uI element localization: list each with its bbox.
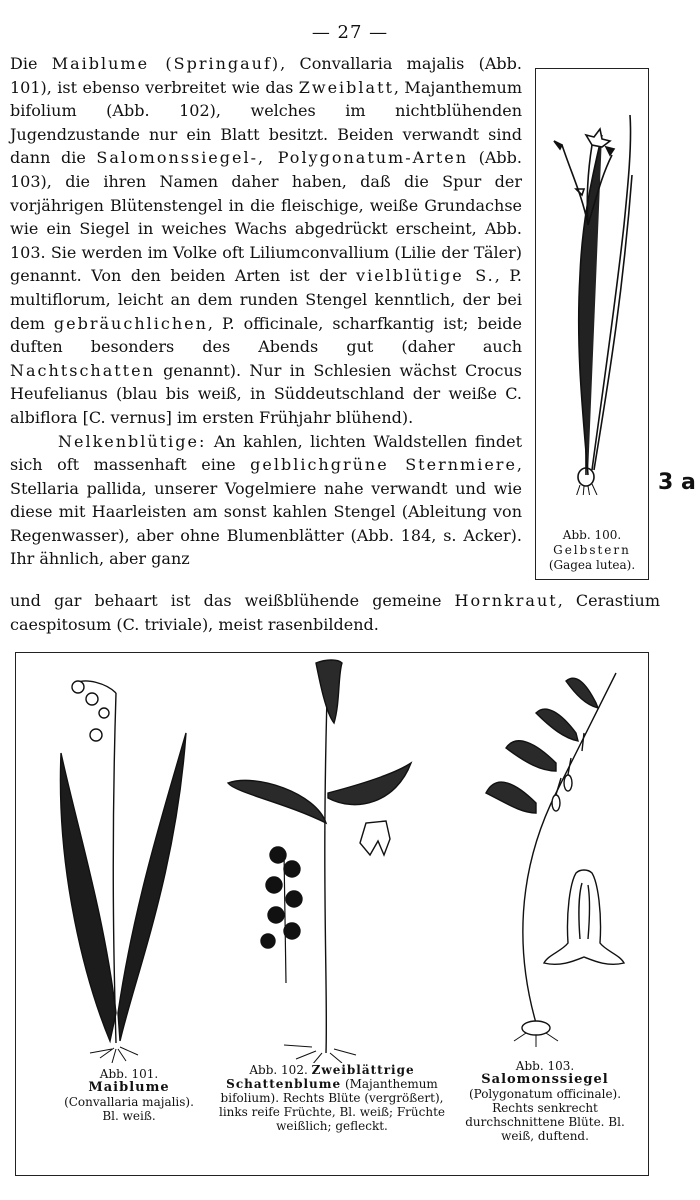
paragraph-hornkraut (10, 589, 660, 636)
text-run: und gar behaart ist das weißblühende gemeine (10, 591, 455, 610)
term-hornkraut: Hornkraut (454, 591, 558, 610)
text-run: , Stellaria pallida, unserer Vogelmiere nahe verwandt und wie diese mit Haarleisten am sonst kahlen Stengel (Ableitung von Regenwasser), aber ohne Blumenblätter (Abb. 184, s. Acker). Ihr ähnlich, aber ganz (10, 455, 523, 569)
figure-101-number: Abb. 101. (99, 1067, 159, 1081)
text-run: , P. multiflorum, leicht an dem runden Stengel kenntlich, der bei dem (10, 266, 523, 333)
page-number: — 27 — (311, 22, 389, 43)
figure-101-title: Maiblume (88, 1080, 170, 1095)
text-run: , Cerastium caespitosum (C. triviale), meist rasenbildend. (10, 591, 660, 634)
text-run: , P. officinale, scharfkantig ist; beide duften besonders des Abends gut (daher auch (10, 313, 523, 357)
text-run: , Majanthemum bifolium (Abb. 102), welches im nichtblühenden Jugendzustande nur ein Blatt besitzt. Beiden verwandt sind dann die (10, 77, 523, 168)
main-text-column (10, 52, 522, 571)
figure-100-title: Gelbstern (553, 543, 631, 557)
gelbstern-illustration (542, 75, 642, 495)
paragraph-maiblume (10, 52, 522, 430)
figure-103-body: (Polygonatum officinale). Rechts senkrecht durchschnittene Blüte. Bl. weiß, duftend. (465, 1087, 625, 1143)
figure-101-latin: (Convallaria majalis). (64, 1095, 194, 1109)
text-run: (Abb. 103), die ihren Namen daher haben, daß die Spur der vorjährigen Blütenstengel in die fleischige, weiße Grundachse wie ein Siegel in weiches Wachs abgedrückt erscheint, Abb. 103. Sie werden im Volke oft Liliumconvallium (Lilie der Täler) genannt. Von den beiden Arten ist der (10, 148, 522, 286)
figure-102-title: Zweiblättrige Schattenblume (226, 1063, 415, 1091)
text-run: genannt). Nur in Schlesien wächst Crocus Heufelianus (blau bis weiß, in Süddeutschland der weiße C. albiflora [C. vernus] im ersten Frühjahr blühend). (10, 360, 522, 427)
term-gebraeuchlichen: gebräuchlichen (53, 313, 208, 333)
figure-100-gelbstern (535, 68, 649, 580)
term-vielbluetige: vielblütige S. (356, 266, 495, 286)
term-sternmiere: gelblichgrüne Sternmiere (250, 455, 517, 475)
margin-mark: 3 a (658, 470, 696, 495)
figure-102-body: (Majanthemum bifolium). Rechts Blüte (vergrößert), links reife Früchte, Bl. weiß; Früchte weißlich; gefleckt. (218, 1077, 445, 1133)
term-maiblume: Maiblume (Springauf) (51, 54, 281, 73)
salomonssiegel-illustration (486, 673, 624, 1047)
figure-103-caption (456, 1059, 634, 1143)
plate-illustrations (16, 653, 648, 1063)
figure-102-number: Abb. 102. (249, 1063, 308, 1077)
term-zweiblatt: Zweiblatt (298, 77, 394, 97)
figure-102-caption (216, 1063, 448, 1133)
maiblume-illustration (60, 681, 186, 1063)
figure-101-note: Bl. weiß. (102, 1109, 156, 1123)
text-run: Die (10, 54, 52, 73)
paragraph-nelkenbluetige (10, 430, 522, 572)
term-salomonssiegel: Salomonssiegel-, Polygonatum-Arten (96, 148, 469, 168)
figure-plate (15, 652, 649, 1176)
term-nachtschatten: Nachtschatten (10, 360, 155, 380)
term-nelkenbluetige: Nelkenblütige: (58, 431, 207, 451)
figure-100-number: Abb. 100. (562, 528, 622, 542)
figure-101-caption (34, 1067, 224, 1123)
text-run: , Convallaria majalis (Abb. 101), ist ebenso verbreitet wie das (10, 54, 522, 97)
figure-100-caption (536, 528, 648, 573)
figure-103-title: Salomonssiegel (481, 1072, 609, 1087)
figure-103-number: Abb. 103. (515, 1059, 575, 1073)
schattenblume-illustration (228, 660, 411, 1063)
figure-100-latin: (Gagea lutea). (548, 558, 636, 572)
text-run: An kahlen, lichten Waldstellen findet sich oft massenhaft eine (10, 431, 522, 475)
